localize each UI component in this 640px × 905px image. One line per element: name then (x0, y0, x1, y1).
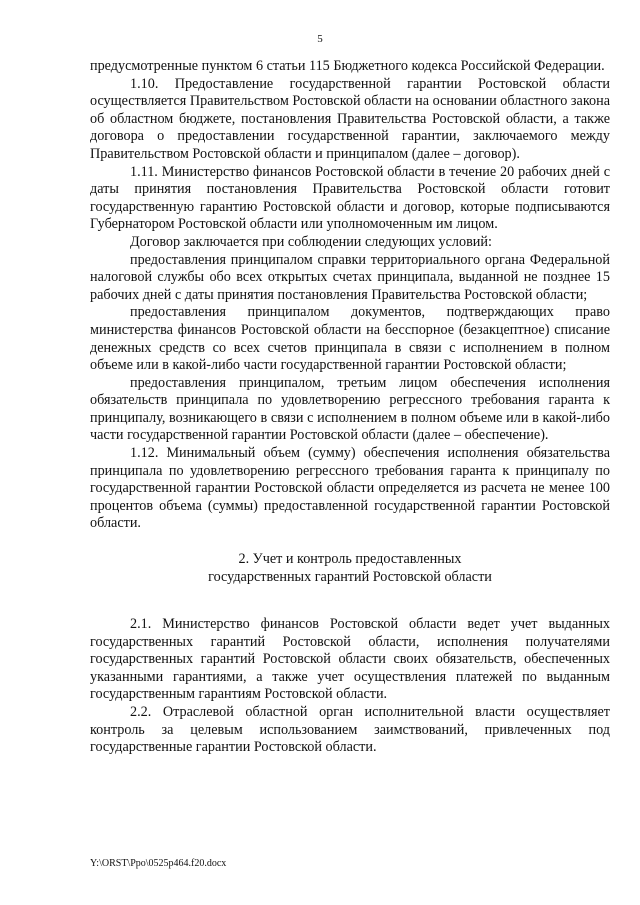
document-body (90, 58, 610, 757)
section-heading-line-1: 2. Учет и контроль предоставленных (238, 551, 462, 568)
paragraph-condition-tax-certificate: предоставления принципалом справки территориального органа Федеральной налоговой службы обо всех открытых счетах принципала, выданной не позднее 15 рабочих дней с даты принятия постановления Правительства Ростовской области; (90, 251, 610, 303)
paragraph-condition-security: предоставления принципалом, третьим лицом обеспечения исполнения обязательств принципала по удовлетворению регрессного требования гаранта к принципалу, возникающего в связи с исполнением в полном объеме или в какой-либо части государственной гарантии Ростовской области (далее – обеспечение). (90, 374, 610, 444)
page-number: 5 (317, 33, 323, 45)
section-heading (90, 550, 610, 586)
paragraph-2-2: 2.2. Отраслевой областной орган исполнительной власти осуществляет контроль за целевым использованием заимствований, привлеченных под государственные гарантии Ростовской области. (90, 704, 610, 756)
paragraph-contract-conditions: Договор заключается при соблюдении следующих условий: (130, 233, 492, 250)
paragraph-1-12: 1.12. Минимальный объем (сумму) обеспечения исполнения обязательства принципала по удовлетворению регрессного требования гаранта к принципалу по государственной гарантии Ростовской области определяется из расчета не менее 100 процентов объема (суммы) предоставленной государственной гарантии Ростовской области. (90, 445, 610, 532)
paragraph-2-1: 2.1. Министерство финансов Ростовской области ведет учет выданных государственных гарантий Ростовской области, исполнения получателями государственных гарантий Ростовской области своих обязательств, обеспеченных указанными гарантиями, а также учет осуществления платежей по выданным государственным гарантиям Ростовской области. (90, 616, 610, 703)
paragraph-condition-documents: предоставления принципалом документов, подтверждающих право министерства финансов Ростовской области на бесспорное (безакцептное) списание денежных средств со всех счетов принципала в связи с исполнением в полном объеме или в какой-либо части государственной гарантии Ростовской области; (90, 304, 610, 374)
paragraph-1-11: 1.11. Министерство финансов Ростовской области в течение 20 рабочих дней с даты принятия постановления Правительства Ростовской области готовит государственную гарантию Ростовской области и договор, которые подписываются Губернатором Ростовской области или уполномоченным им лицом. (90, 163, 610, 233)
footer-file-path: Y:\ORST\Ppo\0525p464.f20.docx (90, 858, 227, 869)
section-heading-line-2: государственных гарантий Ростовской области (208, 569, 492, 586)
paragraph: предусмотренные пунктом 6 статьи 115 Бюджетного кодекса Российской Федерации. (90, 58, 605, 74)
paragraph-1-10: 1.10. Предоставление государственной гарантии Ростовской области осуществляется Правительством Ростовской области на основании областного закона об областном бюджете, постановления Правительства Ростовской области, а также договора о предоставлении государственной гарантии, заключаемого между Правительством Ростовской области и принципалом (далее – договор). (90, 75, 610, 162)
